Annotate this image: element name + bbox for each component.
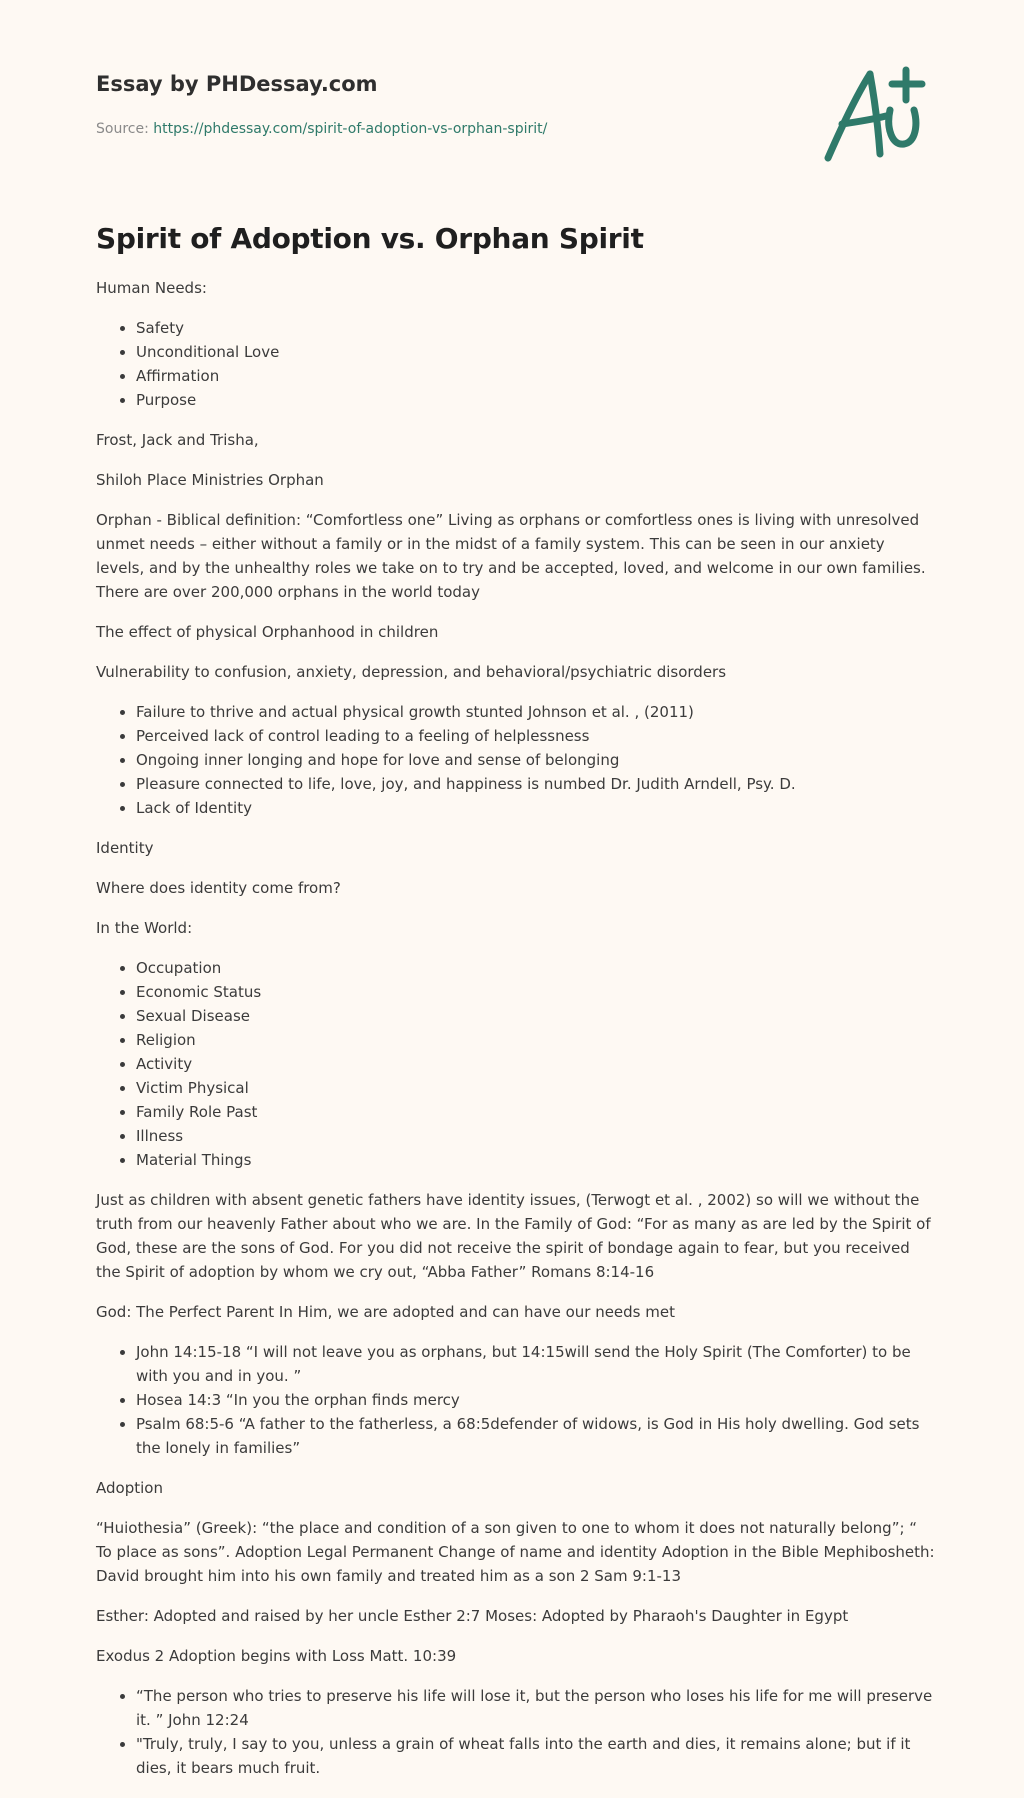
list-item: • Economic Status [136,980,936,1004]
list-item: • “The person who tries to preserve his life will lose it, but the person who loses his life for me will preserve it. ” John 12:24 [136,1684,936,1732]
a-plus-logo-icon [820,66,932,166]
list-item: • Pleasure connected to life, love, joy, and happiness is numbed Dr. Judith Arndell, Psy. D. [136,772,936,796]
list-item: • Hosea 14:3 “In you the orphan finds mercy [136,1388,936,1412]
paragraph: In the World: [96,919,193,937]
paragraph: “Huiothesia” (Greek): “the place and condition of a son given to one to whom it does not naturally belong”; “ To place as sons”. Adoption Legal Permanent Change of name and identity Adoption in the Bible Mephibosheth: David brought him into his own family and treated him as a son 2 Sam 9:1-13 [96,1519,935,1585]
paragraph: Adoption [96,1479,163,1497]
list-item: • Psalm 68:5-6 “A father to the fatherless, a 68:5defender of widows, is God in His holy dwelling. God sets the lonely in families” [136,1412,936,1460]
bullet-list [96,956,936,1172]
article [96,222,936,1796]
source-line [96,121,936,137]
bullet-list [96,316,936,412]
bullet-list [96,1340,936,1460]
paragraph: Frost, Jack and Trisha, [96,431,259,449]
list-item: • Family Role Past [136,1100,936,1124]
paragraph: Identity [96,839,154,857]
list-item: • Purpose [136,388,936,412]
list-item: • Failure to thrive and actual physical growth stunted Johnson et al. , (2011) [136,700,936,724]
list-item: • Unconditional Love [136,340,936,364]
bullet-list [96,1684,936,1780]
page-title: Spirit of Adoption vs. Orphan Spirit [96,222,644,255]
paragraph: Human Needs: [96,279,207,297]
paragraph: Shiloh Place Ministries Orphan [96,471,324,489]
list-item: • Ongoing inner longing and hope for love and sense of belonging [136,748,936,772]
paragraph: God: The Perfect Parent In Him, we are adopted and can have our needs met [96,1303,675,1321]
paragraph: Orphan - Biblical definition: “Comfortless one” Living as orphans or comfortless ones is living with unresolved unmet needs – either without a family or in the midst of a family system. This can be seen in our anxiety levels, and by the unhealthy roles we take on to try and be accepted, loved, and welcome in our own families. There are over 200,000 orphans in the world today [96,511,926,601]
source-link[interactable]: https://phdessay.com/spirit-of-adoption-vs-orphan-spirit/ [153,121,548,137]
list-item: • John 14:15-18 “I will not leave you as orphans, but 14:15will send the Holy Spirit (The Comforter) to be with you and in you. ” [136,1340,936,1388]
paragraph: Vulnerability to confusion, anxiety, depression, and behavioral/psychiatric disorders [96,663,727,681]
list-item: • Religion [136,1028,936,1052]
list-item: • Activity [136,1052,936,1076]
list-item: • Lack of Identity [136,796,936,820]
source-label: Source: [96,121,149,137]
paragraph: Where does identity come from? [96,879,341,897]
header [96,72,936,137]
list-item: • Material Things [136,1148,936,1172]
list-item: • Affirmation [136,364,936,388]
list-item: • Occupation [136,956,936,980]
list-item: • Sexual Disease [136,1004,936,1028]
paragraph: Just as children with absent genetic fathers have identity issues, (Terwogt et al. , 2002) so will we without the truth from our heavenly Father about who we are. In the Family of God: “For as many as are led by the Spirit of God, these are the sons of God. For you did not receive the spirit of bondage again to fear, but you received the Spirit of adoption by whom we cry out, “Abba Father” Romans 8:14-16 [96,1191,931,1281]
paragraph: Esther: Adopted and raised by her uncle Esther 2:7 Moses: Adopted by Pharaoh's Daughter in Egypt [96,1607,849,1625]
list-item: • Illness [136,1124,936,1148]
paragraph: The effect of physical Orphanhood in children [96,623,439,641]
paragraph: Exodus 2 Adoption begins with Loss Matt. 10:39 [96,1647,457,1665]
list-item: • Perceived lack of control leading to a feeling of helplessness [136,724,936,748]
list-item: • Safety [136,316,936,340]
bullet-list [96,700,936,820]
list-item: • Victim Physical [136,1076,936,1100]
site-brand: Essay by PHDessay.com [96,72,378,96]
list-item: • "Truly, truly, I say to you, unless a grain of wheat falls into the earth and dies, it remains alone; but if it dies, it bears much fruit. [136,1732,936,1780]
